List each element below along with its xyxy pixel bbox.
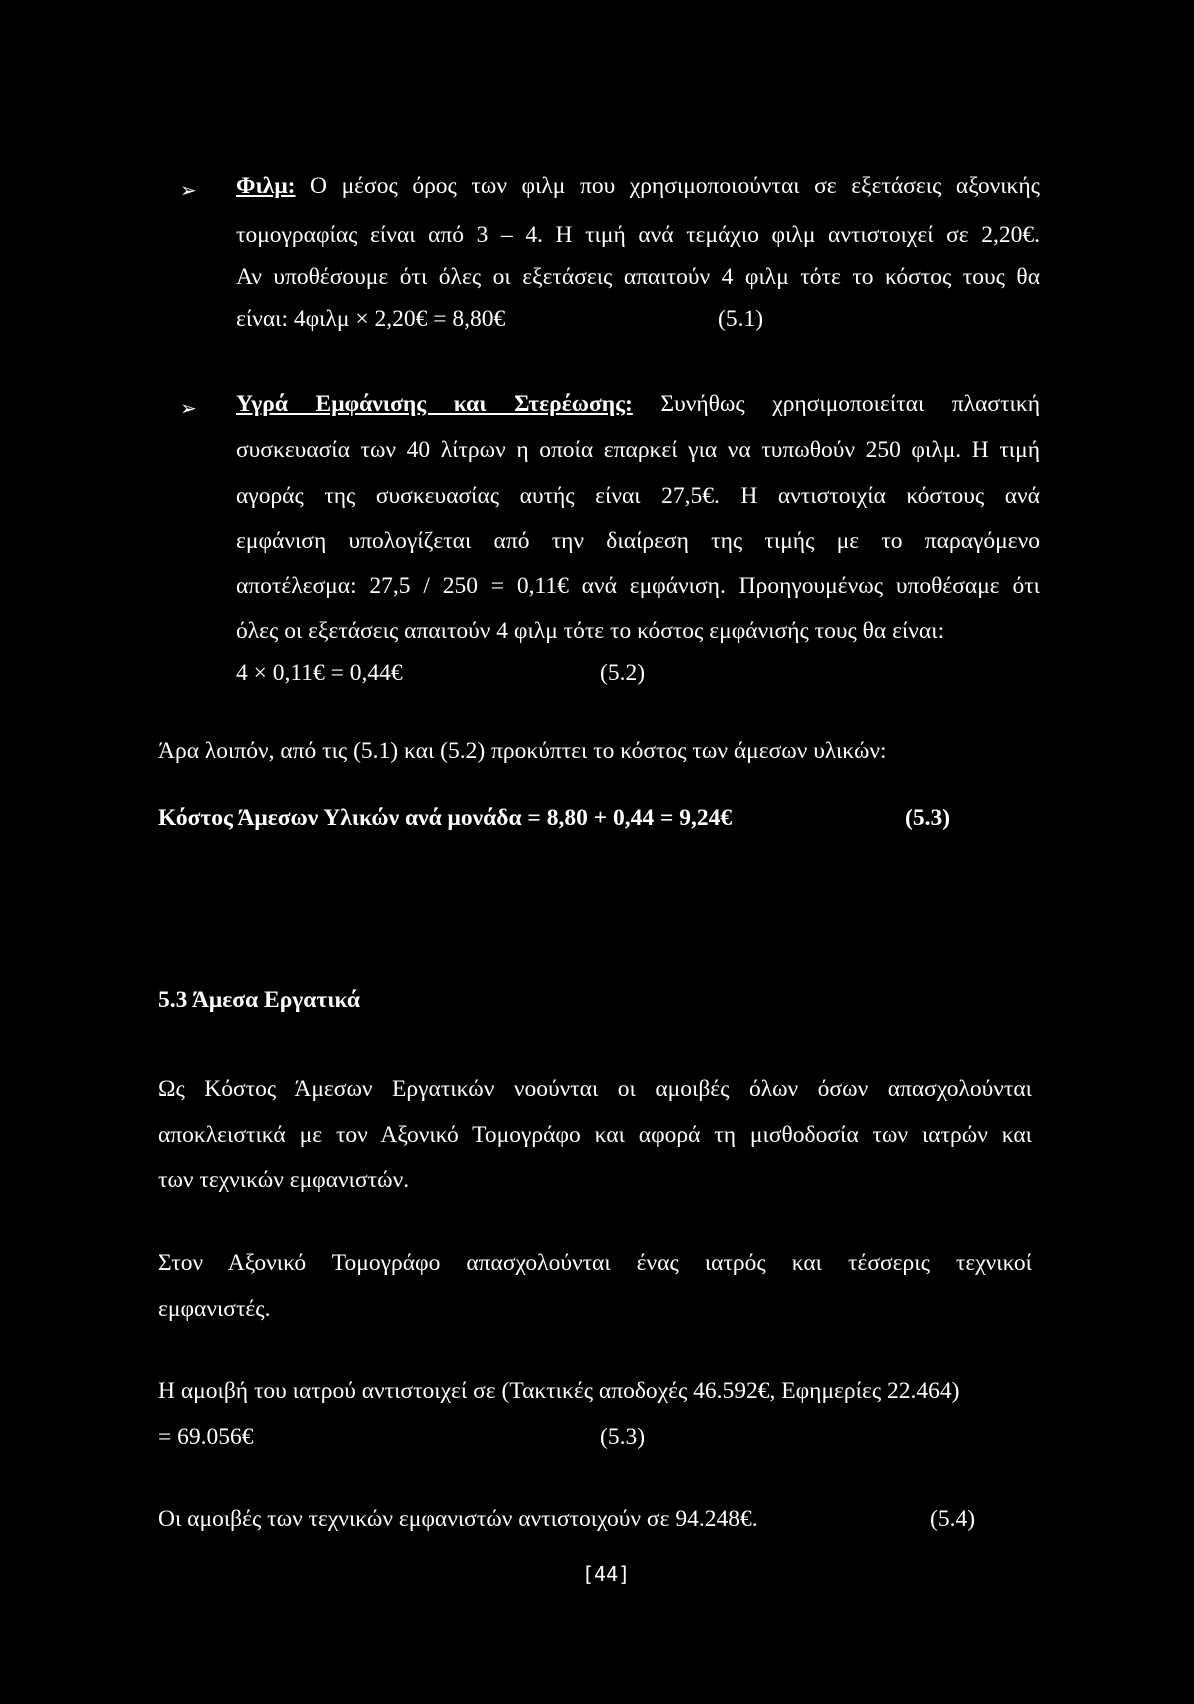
liquids-line-6: όλες οι εξετάσεις απαιτούν 4 φιλμ τότε το κόστος εμφάνισής τους θα είναι: (236, 618, 945, 644)
page-number: [44] (582, 1562, 631, 1586)
film-term: Φιλμ: (236, 173, 296, 199)
liquids-line-4: εμφάνιση υπολογίζεται από την διαίρεση της τιμής με το παραγόμενο (236, 528, 1040, 554)
film-line-2: τομογραφίας είναι από 3 – 4. Η τιμή ανά τεμάχιο φιλμ αντιστοιχεί σε 2,20€. (236, 222, 1040, 248)
bullet-arrow-icon: ➢ (180, 178, 197, 202)
film-eq-ref: (5.1) (718, 306, 764, 332)
liquids-line1-text: Συνήθως χρησιμοποιείται πλαστική (632, 391, 1040, 417)
liquids-line-2: συσκευασία των 40 λίτρων η οποία επαρκεί για να τυπωθούν 250 φιλμ. Η τιμή (236, 437, 1040, 463)
liquids-term: Υγρά Εμφάνισης και Στερέωσης: (236, 391, 633, 417)
liquids-formula: 4 × 0,11€ = 0,44€ (236, 660, 403, 686)
summary-total: Κόστος Άμεσων Υλικών ανά μονάδα = 8,80 + 0,44 = 9,24€ (158, 805, 733, 831)
film-formula: είναι: 4φιλμ × 2,20€ = 8,80€ (236, 306, 506, 332)
section-p3-eq-ref: (5.3) (600, 1424, 646, 1450)
section-p1-line-2: αποκλειστικά με τον Αξονικό Τομογράφο και αφορά τη μισθοδοσία των ιατρών και (158, 1122, 1032, 1148)
section-p4-eq-ref: (5.4) (930, 1506, 976, 1532)
section-p1-line-3: των τεχνικών εμφανιστών. (158, 1167, 410, 1193)
liquids-eq-ref: (5.2) (600, 660, 646, 686)
section-p1-line-1: Ως Κόστος Άμεσων Εργατικών νοούνται οι αμοιβές όλων όσων απασχολούνται (158, 1076, 1032, 1102)
bullet-arrow-icon: ➢ (180, 396, 197, 420)
film-line-1 (236, 173, 1040, 200)
section-p2-line-1: Στον Αξονικό Τομογράφο απασχολούνται ένας ιατρός και τέσσερις τεχνικοί (158, 1250, 1032, 1276)
liquids-line-3: αγοράς της συσκευασίας αυτής είναι 27,5€. Η αντιστοιχία κόστους ανά (236, 483, 1040, 509)
section-p3-formula: = 69.056€ (158, 1424, 254, 1450)
film-line-3: Αν υποθέσουμε ότι όλες οι εξετάσεις απαιτούν 4 φιλμ τότε το κόστος τους θα (236, 264, 1040, 290)
summary-eq-ref: (5.3) (905, 805, 951, 831)
liquids-line-1 (236, 391, 1040, 418)
section-p3-line-1: Η αμοιβή του ιατρού αντιστοιχεί σε (Τακτικές αποδοχές 46.592€, Εφημερίες 22.464) (158, 1378, 960, 1404)
section-heading: 5.3 Άμεσα Εργατικά (158, 987, 361, 1013)
film-line1-text: Ο μέσος όρος των φιλμ που χρησιμοποιούνται σε εξετάσεις αξονικής (295, 173, 1040, 199)
summary-line: Άρα λοιπόν, από τις (5.1) και (5.2) προκύπτει το κόστος των άμεσων υλικών: (158, 738, 887, 764)
section-p4-line: Οι αμοιβές των τεχνικών εμφανιστών αντιστοιχούν σε 94.248€. (158, 1506, 758, 1532)
section-p2-line-2: εμφανιστές. (158, 1296, 271, 1322)
liquids-line-5: αποτέλεσμα: 27,5 / 250 = 0,11€ ανά εμφάνιση. Προηγουμένως υποθέσαμε ότι (236, 573, 1040, 599)
